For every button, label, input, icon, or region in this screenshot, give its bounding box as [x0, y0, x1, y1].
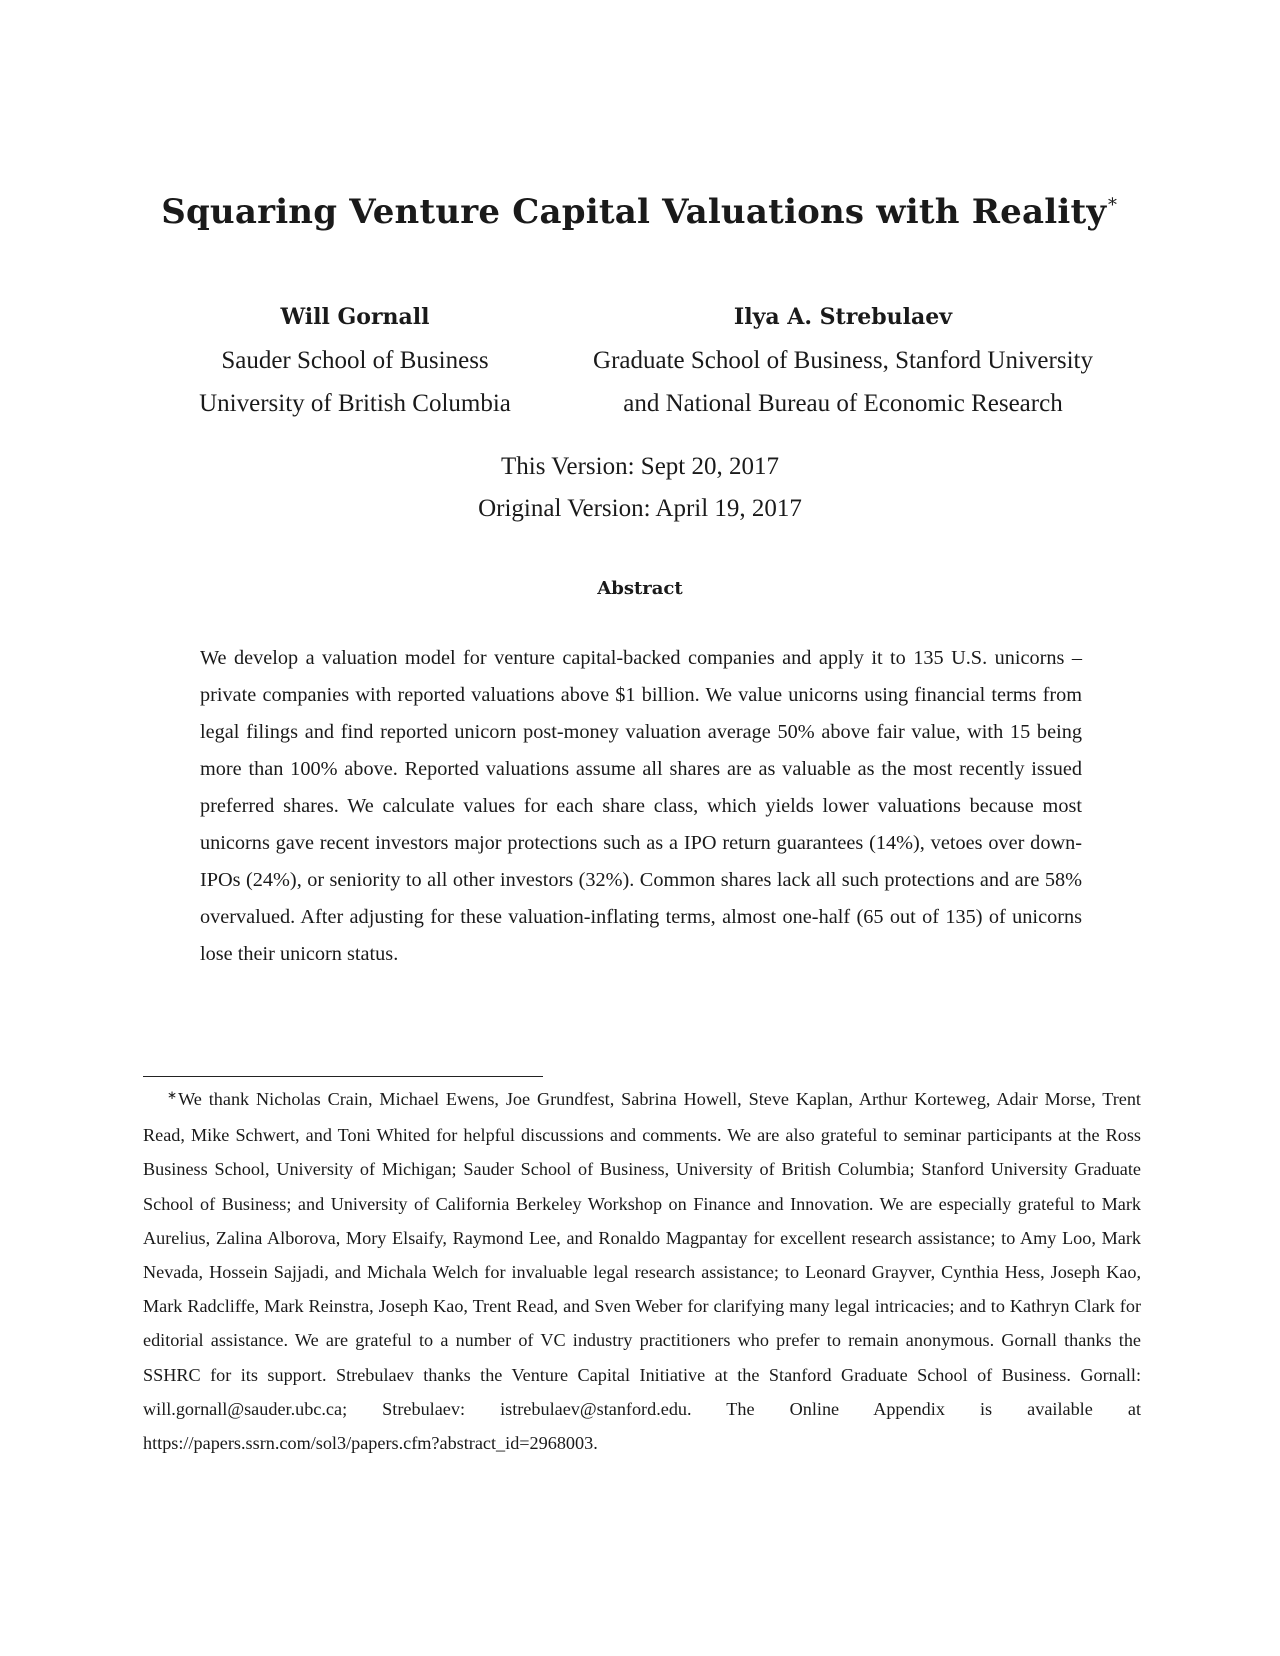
original-version: Original Version: April 19, 2017 — [478, 495, 802, 522]
author-block-1 — [160, 296, 550, 425]
footnote-text: We thank Nicholas Crain, Michael Ewens, Joe Grundfest, Sabrina Howell, Steve Kaplan, Arthur Korteweg, Adair Morse, Trent Read, Mike Schwert, and Toni Whited for helpful discussions and comments. We are also grateful to seminar participants at the Ross Business School, University of Michigan; Sauder School of Business, University of British Columbia; Stanford University Graduate School of Business; and University of California Berkeley Workshop on Finance and Innovation. We are especially grateful to Mark Aurelius, Zalina Alborova, Mory Elsaify, Raymond Lee, and Ronaldo Magpantay for excellent research assistance; to Amy Loo, Mark Nevada, Hossein Sajjadi, and Michala Welch for invaluable legal research assistance; to Leonard Grayver, Cynthia Hess, Joseph Kao, Mark Radcliffe, Mark Reinstra, Joseph Kao, Trent Read, and Sven Weber for clarifying many legal intricacies; and to Kathryn Clark for editorial assistance. We are grateful to a number of VC industry practitioners who prefer to remain anonymous. Gornall thanks the SSHRC for its support. Strebulaev thanks the Venture Capital Initiative at the Stanford Graduate School of Business. Gornall: will.gornall@sauder.ubc.ca; Strebulaev: istrebulaev@stanford.edu. The Online Appendix is available at https://papers.ssrn.com/sol3/papers.cfm?abstract_id=2968003. — [143, 1089, 1141, 1454]
author-name: Ilya A. Strebulaev — [733, 304, 953, 330]
footnote-mark: ∗ — [167, 1088, 178, 1102]
acknowledgements-footnote — [143, 1082, 1141, 1460]
paper-title-text: Squaring Venture Capital Valuations with Reality — [161, 192, 1107, 232]
author-name: Will Gornall — [280, 304, 430, 330]
author-affiliation: University of British Columbia — [199, 390, 511, 417]
title-footnote-mark: ∗ — [1106, 190, 1119, 212]
author-block-2 — [558, 296, 1128, 425]
this-version: This Version: Sept 20, 2017 — [500, 453, 779, 480]
author-affiliation: and National Bureau of Economic Research — [623, 390, 1063, 417]
abstract-heading: Abstract — [597, 578, 683, 599]
version-dates — [0, 446, 1280, 530]
author-affiliation: Graduate School of Business, Stanford University — [593, 347, 1093, 374]
author-affiliation: Sauder School of Business — [221, 347, 489, 374]
paper-title — [0, 192, 1280, 232]
abstract-text: We develop a valuation model for venture capital-backed companies and apply it to 135 U.S. unicorns – private companies with reported valuations above $1 billion. We value unicorns using financial terms from legal filings and find reported unicorn post-money valuation average 50% above fair value, with 15 being more than 100% above. Reported valuations assume all shares are as valuable as the most recently issued preferred shares. We calculate values for each share class, which yields lower valuations because most unicorns gave recent investors major protections such as a IPO return guarantees (14%), vetoes over down-IPOs (24%), or seniority to all other investors (32%). Common shares lack all such protections and are 58% overvalued. After adjusting for these valuation-inflating terms, almost one-half (65 out of 135) of unicorns lose their unicorn status. — [200, 647, 1082, 965]
footnote-divider — [143, 1076, 543, 1077]
